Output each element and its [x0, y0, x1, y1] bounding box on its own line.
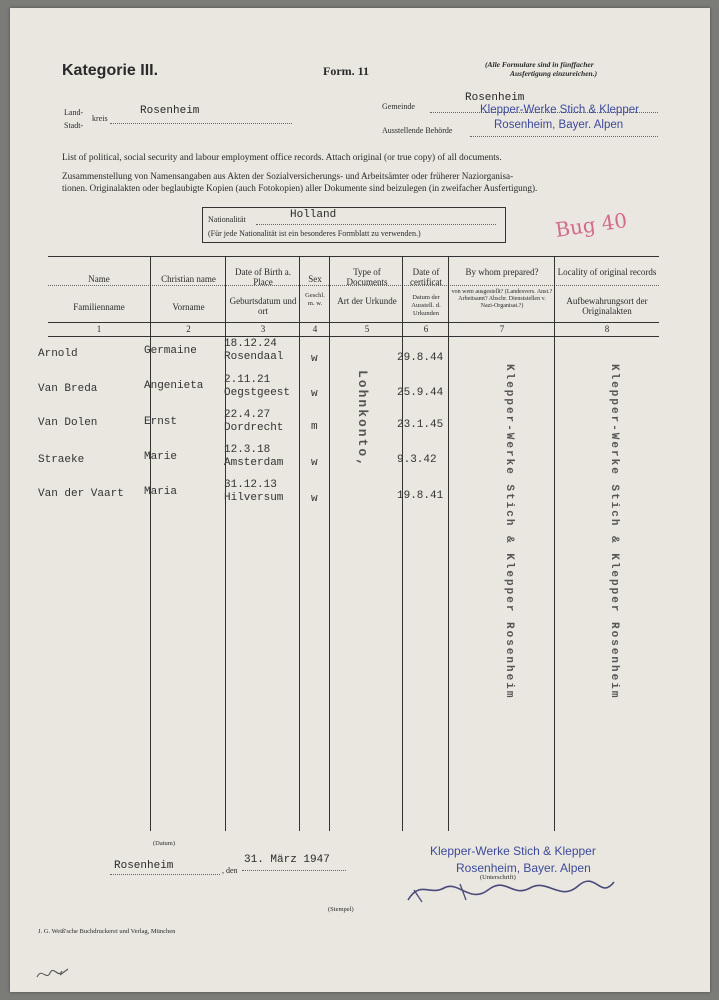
row5-name: Van der Vaart [38, 488, 124, 500]
date-label: (Datum) [153, 840, 176, 847]
bywhom-vertical-stamp: Klepper-Werke Stich & Klepper Rosenheim [503, 364, 515, 700]
col-locality-en: Locality of original records [557, 267, 657, 277]
col-first-en: Christian name [161, 274, 216, 284]
row3-birth-date: 22.4.27 [224, 409, 271, 421]
copies-note-1: (Alle Formulare sind in fünffacher [485, 60, 594, 69]
footer-den: , den [222, 866, 238, 875]
label-gemeinde: Gemeinde [382, 102, 415, 111]
district-value: Rosenheim [140, 105, 200, 117]
nationality-note: (Für jede Nationalität ist ein besonderes Formblatt zu verwenden.) [208, 229, 421, 238]
type-vertical-stamp: Lohnkonto, [355, 370, 370, 469]
col-birth-num: 3 [260, 324, 266, 334]
label-issuer: Ausstellende Behörde [382, 126, 453, 135]
col-bywhom-num: 7 [499, 324, 505, 334]
row3-date: 23.1.45 [397, 419, 444, 431]
row5-birth-place: Hilversum [224, 492, 284, 504]
col-locality-de: Aufbewahrungsort der Originalakten [566, 296, 648, 316]
col-birth-de: Geburtsdatum und ort [229, 296, 297, 316]
document-sheet [10, 8, 710, 992]
signature-label: (Unterschrift) [480, 874, 516, 881]
label-land: Land- [64, 108, 84, 117]
row2-first: Angenieta [144, 380, 204, 392]
row5-date: 19.8.41 [397, 490, 444, 502]
col-bywhom-en: By whom prepared? [465, 267, 539, 277]
stamp-label: (Stempel) [328, 906, 354, 913]
col-date-en: Date of certificat [410, 267, 442, 287]
row3-birth-place: Dordrecht [224, 422, 284, 434]
label-kreis: kreis [92, 114, 108, 123]
row2-birth-date: 2.11.21 [224, 374, 271, 386]
nationality-value: Holland [290, 209, 337, 221]
row3-name: Van Dolen [38, 417, 98, 429]
row3-sex: m [311, 421, 318, 433]
row2-birth-place: Oegstgeest [224, 387, 291, 399]
col-sex-de: Geschl. m. w. [305, 292, 325, 307]
row4-birth-place: Amsterdam [224, 457, 284, 469]
col-first-num: 2 [186, 324, 191, 334]
row4-sex: w [311, 457, 318, 469]
col-name-de: Familienname [73, 302, 125, 312]
col-name-num: 1 [96, 324, 102, 334]
col-locality-num: 8 [604, 324, 610, 334]
label-stadt: Stadt- [64, 121, 84, 130]
corner-pencil-mark [34, 963, 74, 985]
locality-vertical-stamp: Klepper-Werke Stich & Klepper Rosenheim [608, 364, 620, 700]
copies-note-2: Ausfertigung einzureichen.) [510, 69, 598, 78]
row1-first: Germaine [144, 345, 197, 357]
row3-first: Ernst [144, 416, 178, 428]
footer-stamp-line1: Klepper-Werke Stich & Klepper [430, 844, 596, 858]
row5-sex: w [311, 493, 318, 505]
row5-birth-date: 31.12.13 [224, 479, 277, 491]
row4-date: 9.3.42 [397, 454, 437, 466]
col-date-num: 6 [423, 324, 429, 334]
col-birth-en: Date of Birth a. Place [235, 267, 291, 287]
row2-name: Van Breda [38, 383, 98, 395]
col-sex-num: 4 [312, 324, 318, 334]
issuer-stamp-line1: Klepper-Werke Stich & Klepper [480, 104, 639, 116]
col-type-de: Art der Urkunde [337, 296, 397, 306]
records-table [48, 256, 659, 836]
municipality-value: Rosenheim [465, 92, 525, 104]
row1-birth-date: 18.12.24 [224, 338, 277, 350]
row1-sex: w [311, 353, 318, 365]
col-bywhom-de: von wem ausgestellt? (Landesvers. Anst.? Arbeitsamt? Abschr. Dienststellen v. Nazi-Organisat.?) [451, 289, 553, 309]
row1-date: 29.8.44 [397, 352, 444, 364]
row4-name: Straeke [38, 454, 85, 466]
signature [400, 870, 630, 910]
col-type-en: Type of Documents [346, 267, 388, 287]
row1-birth-place: Rosendaal [224, 351, 284, 363]
row2-sex: w [311, 388, 318, 400]
col-name-en: Name [88, 274, 110, 284]
row1-name: Arnold [38, 348, 78, 360]
form-number: Form. 11 [323, 64, 369, 78]
footer-date: 31. März 1947 [244, 854, 330, 866]
row4-first: Marie [144, 451, 178, 463]
instructions-en: List of political, social security and labour employment office records. Attach original (or true copy) of all documents. [62, 153, 502, 163]
category-title: Kategorie III. [62, 62, 159, 79]
instructions-de-2: tionen. Originalakten oder beglaubigte Kopien (auch Fotokopien) aller Dokumente sind beizulegen (in zweifacher Ausfertigung). [62, 183, 538, 193]
footer-place: Rosenheim [114, 860, 174, 872]
handwritten-mark: Bug 40 [553, 208, 629, 242]
col-sex-en: Sex [308, 274, 322, 284]
footer-stamp-line2: Rosenheim, Bayer. Alpen [456, 861, 591, 875]
instructions-de-1: Zusammenstellung von Namensangaben aus Akten der Sozialversicherungs- und Arbeitsämter oder früherer Naziorganisa- [62, 171, 514, 181]
row2-date: 25.9.44 [397, 387, 444, 399]
issuer-stamp-line2: Rosenheim, Bayer. Alpen [494, 119, 624, 131]
row4-birth-date: 12.3.18 [224, 444, 271, 456]
row5-first: Maria [144, 486, 178, 498]
nationality-label: Nationalität [208, 215, 246, 224]
printer-credit: J. G. Weiß'sche Buchdruckerei und Verlag, München [38, 928, 176, 935]
col-type-num: 5 [364, 324, 370, 334]
col-first-de: Vorname [172, 302, 205, 312]
col-date-de: Datum der Ausstell. d. Urkunden [411, 294, 441, 317]
